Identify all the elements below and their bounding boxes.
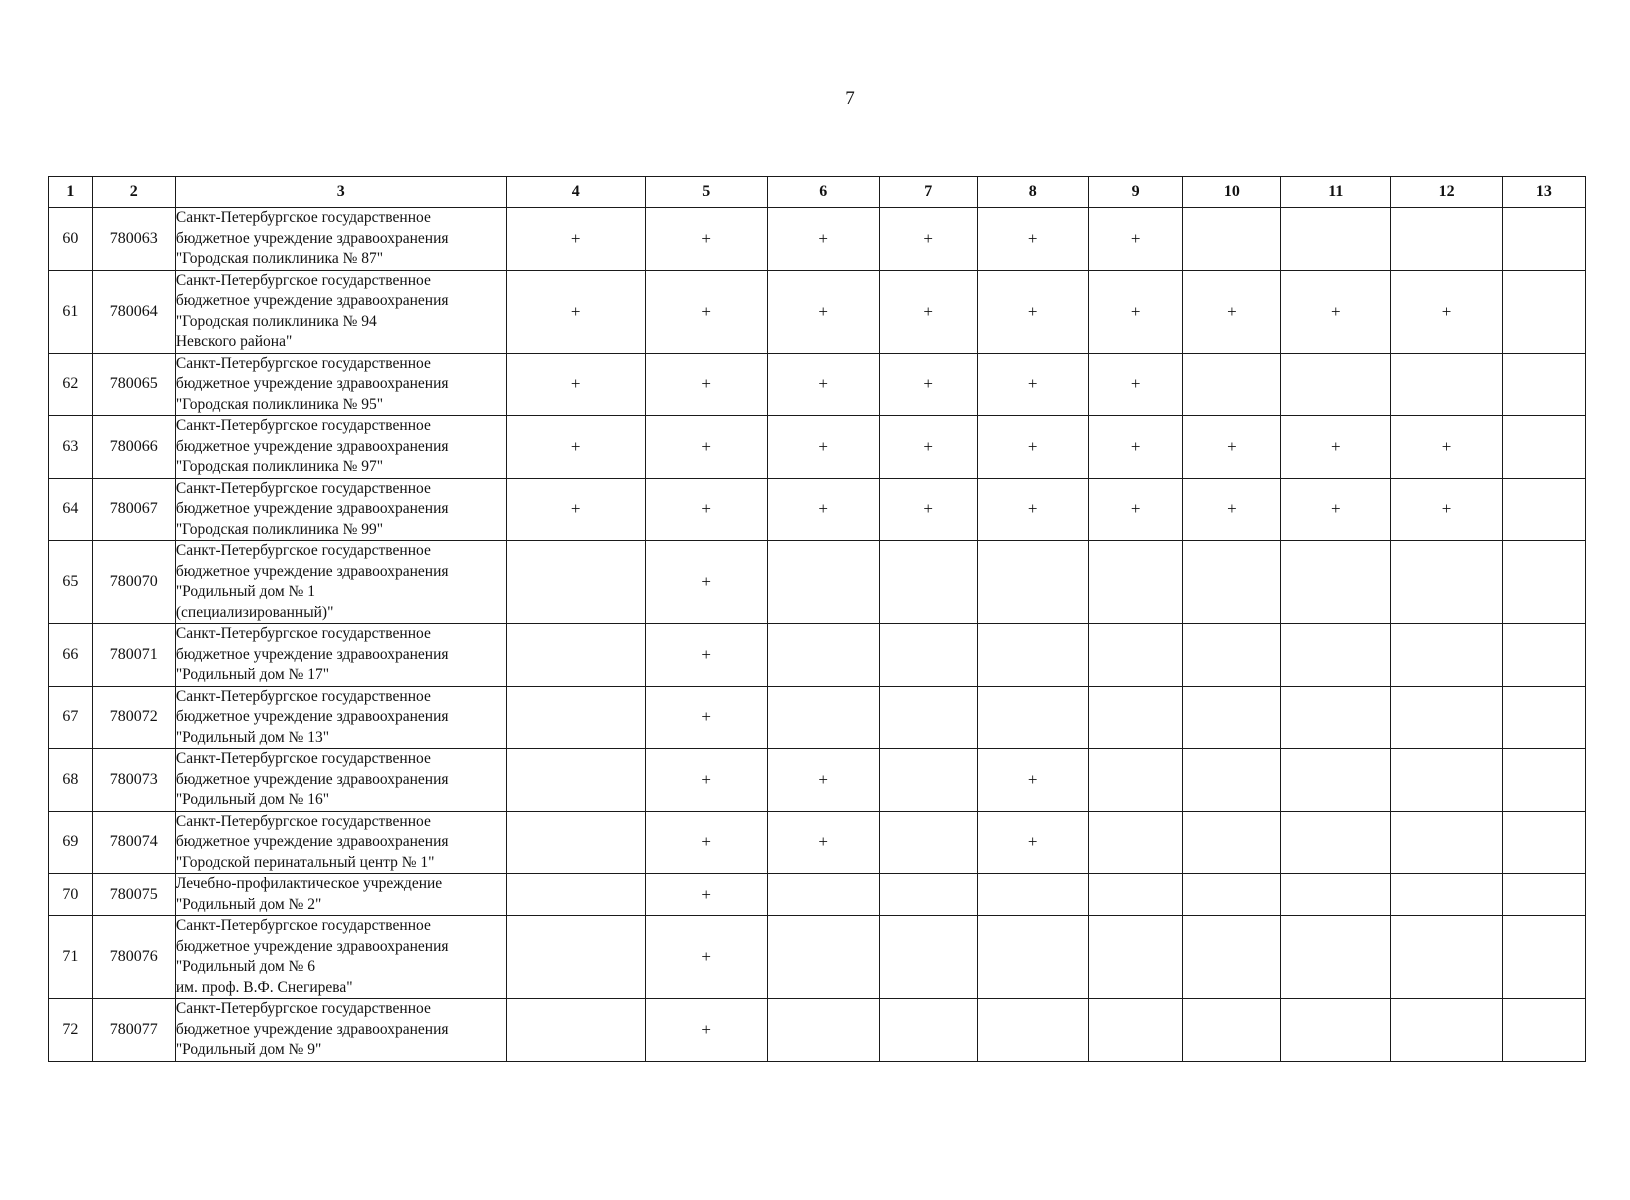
org-name: Санкт-Петербургское государственное бюджетное учреждение здравоохранения "Родильный дом № 1 (специализированный)" [175,541,506,624]
mark-cell: + [1281,270,1391,353]
table-row [49,478,1586,541]
mark-cell [1281,541,1391,624]
mark-cell [1183,353,1281,416]
org-name: Санкт-Петербургское государственное бюджетное учреждение здравоохранения "Родильный дом № 16" [175,749,506,812]
mark-cell: + [645,686,767,749]
row-number: 64 [49,478,93,541]
org-code: 780073 [92,749,175,812]
mark-cell [767,686,879,749]
mark-cell: + [879,478,977,541]
mark-cell [977,916,1088,999]
mark-cell: + [879,353,977,416]
mark-cell: + [977,353,1088,416]
mark-cell: + [1088,416,1183,479]
mark-cell [1088,999,1183,1062]
mark-cell: + [767,478,879,541]
mark-cell: + [645,478,767,541]
org-code: 780067 [92,478,175,541]
mark-cell: + [645,749,767,812]
table-row [49,270,1586,353]
mark-cell: + [506,353,645,416]
col-header: 5 [645,177,767,208]
row-number: 68 [49,749,93,812]
org-code: 780066 [92,416,175,479]
mark-cell [1502,916,1585,999]
col-header: 2 [92,177,175,208]
mark-cell [1502,270,1585,353]
org-name: Лечебно-профилактическое учреждение "Родильный дом № 2" [175,874,506,916]
org-name: Санкт-Петербургское государственное бюджетное учреждение здравоохранения "Родильный дом № 6 им. проф. В.Ф. Снегирева" [175,916,506,999]
org-name: Санкт-Петербургское государственное бюджетное учреждение здравоохранения "Родильный дом № 13" [175,686,506,749]
mark-cell [767,874,879,916]
mark-cell: + [1391,270,1502,353]
mark-cell [977,541,1088,624]
col-header: 6 [767,177,879,208]
mark-cell [1183,749,1281,812]
mark-cell [977,686,1088,749]
mark-cell: + [1088,270,1183,353]
col-header: 10 [1183,177,1281,208]
mark-cell [1502,541,1585,624]
org-name: Санкт-Петербургское государственное бюджетное учреждение здравоохранения "Городская поликлиника № 97" [175,416,506,479]
mark-cell [1183,208,1281,271]
table-row [49,416,1586,479]
mark-cell [1088,874,1183,916]
org-code: 780077 [92,999,175,1062]
col-header: 4 [506,177,645,208]
org-name: Санкт-Петербургское государственное бюджетное учреждение здравоохранения "Городская поликлиника № 87" [175,208,506,271]
mark-cell: + [767,416,879,479]
mark-cell [1088,624,1183,687]
header-row [49,177,1586,208]
org-name: Санкт-Петербургское государственное бюджетное учреждение здравоохранения "Городская поликлиника № 94 Невского района" [175,270,506,353]
mark-cell [1391,624,1502,687]
mark-cell: + [977,416,1088,479]
data-table [48,176,1586,1062]
mark-cell [1502,478,1585,541]
org-code: 780070 [92,541,175,624]
mark-cell: + [977,270,1088,353]
mark-cell: + [506,270,645,353]
mark-cell: + [645,541,767,624]
mark-cell: + [645,811,767,874]
mark-cell [879,916,977,999]
mark-cell: + [767,353,879,416]
mark-cell [977,999,1088,1062]
mark-cell [1502,999,1585,1062]
mark-cell: + [645,353,767,416]
org-code: 780076 [92,916,175,999]
mark-cell [1502,416,1585,479]
mark-cell [1281,624,1391,687]
mark-cell: + [645,916,767,999]
mark-cell: + [879,416,977,479]
col-header: 8 [977,177,1088,208]
table-row [49,874,1586,916]
row-number: 62 [49,353,93,416]
page-number: 7 [845,88,855,109]
org-code: 780072 [92,686,175,749]
org-code: 780074 [92,811,175,874]
mark-cell [1391,999,1502,1062]
mark-cell [1183,624,1281,687]
mark-cell: + [977,749,1088,812]
mark-cell: + [1281,416,1391,479]
mark-cell [1281,749,1391,812]
table-row [49,541,1586,624]
mark-cell [1391,916,1502,999]
mark-cell [1183,686,1281,749]
col-header: 9 [1088,177,1183,208]
mark-cell: + [1088,208,1183,271]
mark-cell [1088,749,1183,812]
mark-cell [506,811,645,874]
mark-cell [767,916,879,999]
mark-cell [1183,916,1281,999]
mark-cell [1088,686,1183,749]
mark-cell: + [767,208,879,271]
mark-cell [1391,874,1502,916]
mark-cell: + [767,270,879,353]
mark-cell [1281,686,1391,749]
col-header: 11 [1281,177,1391,208]
mark-cell [1391,353,1502,416]
mark-cell [1281,916,1391,999]
table-row [49,208,1586,271]
mark-cell: + [977,478,1088,541]
row-number: 67 [49,686,93,749]
mark-cell [1391,208,1502,271]
mark-cell [1088,916,1183,999]
mark-cell [879,624,977,687]
mark-cell: + [1088,478,1183,541]
mark-cell [977,624,1088,687]
table-row [49,353,1586,416]
mark-cell: + [879,270,977,353]
mark-cell [879,686,977,749]
mark-cell [1281,874,1391,916]
mark-cell: + [1088,353,1183,416]
org-name: Санкт-Петербургское государственное бюджетное учреждение здравоохранения "Родильный дом № 17" [175,624,506,687]
mark-cell [879,874,977,916]
mark-cell [767,541,879,624]
mark-cell [1183,874,1281,916]
mark-cell [1281,208,1391,271]
mark-cell: + [506,478,645,541]
mark-cell [1281,353,1391,416]
org-code: 780064 [92,270,175,353]
mark-cell [1391,541,1502,624]
org-name: Санкт-Петербургское государственное бюджетное учреждение здравоохранения "Городская поликлиника № 99" [175,478,506,541]
mark-cell [1502,686,1585,749]
mark-cell [1391,811,1502,874]
row-number: 69 [49,811,93,874]
mark-cell [1088,541,1183,624]
col-header: 1 [49,177,93,208]
mark-cell [879,541,977,624]
org-name: Санкт-Петербургское государственное бюджетное учреждение здравоохранения "Городская поликлиника № 95" [175,353,506,416]
mark-cell: + [645,208,767,271]
mark-cell: + [977,208,1088,271]
mark-cell [1502,624,1585,687]
mark-cell [1502,208,1585,271]
mark-cell [1391,749,1502,812]
row-number: 71 [49,916,93,999]
mark-cell: + [645,999,767,1062]
mark-cell: + [1183,478,1281,541]
mark-cell [879,999,977,1062]
org-name: Санкт-Петербургское государственное бюджетное учреждение здравоохранения "Городской перинатальный центр № 1" [175,811,506,874]
mark-cell [767,999,879,1062]
col-header: 12 [1391,177,1502,208]
org-code: 780071 [92,624,175,687]
mark-cell [1502,874,1585,916]
mark-cell [1391,686,1502,749]
row-number: 66 [49,624,93,687]
mark-cell [1502,749,1585,812]
mark-cell: + [879,208,977,271]
mark-cell [1088,811,1183,874]
mark-cell: + [645,416,767,479]
table-row [49,999,1586,1062]
mark-cell: + [977,811,1088,874]
org-code: 780065 [92,353,175,416]
table-row [49,916,1586,999]
mark-cell: + [506,208,645,271]
row-number: 72 [49,999,93,1062]
mark-cell: + [767,811,879,874]
mark-cell [1502,811,1585,874]
mark-cell [879,811,977,874]
mark-cell: + [1281,478,1391,541]
mark-cell: + [645,270,767,353]
table-row [49,749,1586,812]
mark-cell [506,916,645,999]
mark-cell [506,999,645,1062]
table-row [49,686,1586,749]
mark-cell [506,686,645,749]
org-name: Санкт-Петербургское государственное бюджетное учреждение здравоохранения "Родильный дом № 9" [175,999,506,1062]
col-header: 7 [879,177,977,208]
mark-cell [506,749,645,812]
mark-cell [1281,811,1391,874]
mark-cell [977,874,1088,916]
org-code: 780075 [92,874,175,916]
mark-cell: + [506,416,645,479]
mark-cell: + [1183,270,1281,353]
mark-cell: + [1183,416,1281,479]
row-number: 63 [49,416,93,479]
mark-cell [506,541,645,624]
row-number: 60 [49,208,93,271]
mark-cell: + [1391,416,1502,479]
mark-cell [767,624,879,687]
table-row [49,811,1586,874]
mark-cell [506,874,645,916]
mark-cell [1183,999,1281,1062]
mark-cell [1183,541,1281,624]
mark-cell [1183,811,1281,874]
row-number: 65 [49,541,93,624]
row-number: 61 [49,270,93,353]
table-row [49,624,1586,687]
org-code: 780063 [92,208,175,271]
mark-cell [506,624,645,687]
col-header: 3 [175,177,506,208]
mark-cell [1502,353,1585,416]
mark-cell: + [645,874,767,916]
mark-cell: + [645,624,767,687]
mark-cell [879,749,977,812]
col-header: 13 [1502,177,1585,208]
mark-cell: + [767,749,879,812]
mark-cell [1281,999,1391,1062]
mark-cell: + [1391,478,1502,541]
row-number: 70 [49,874,93,916]
